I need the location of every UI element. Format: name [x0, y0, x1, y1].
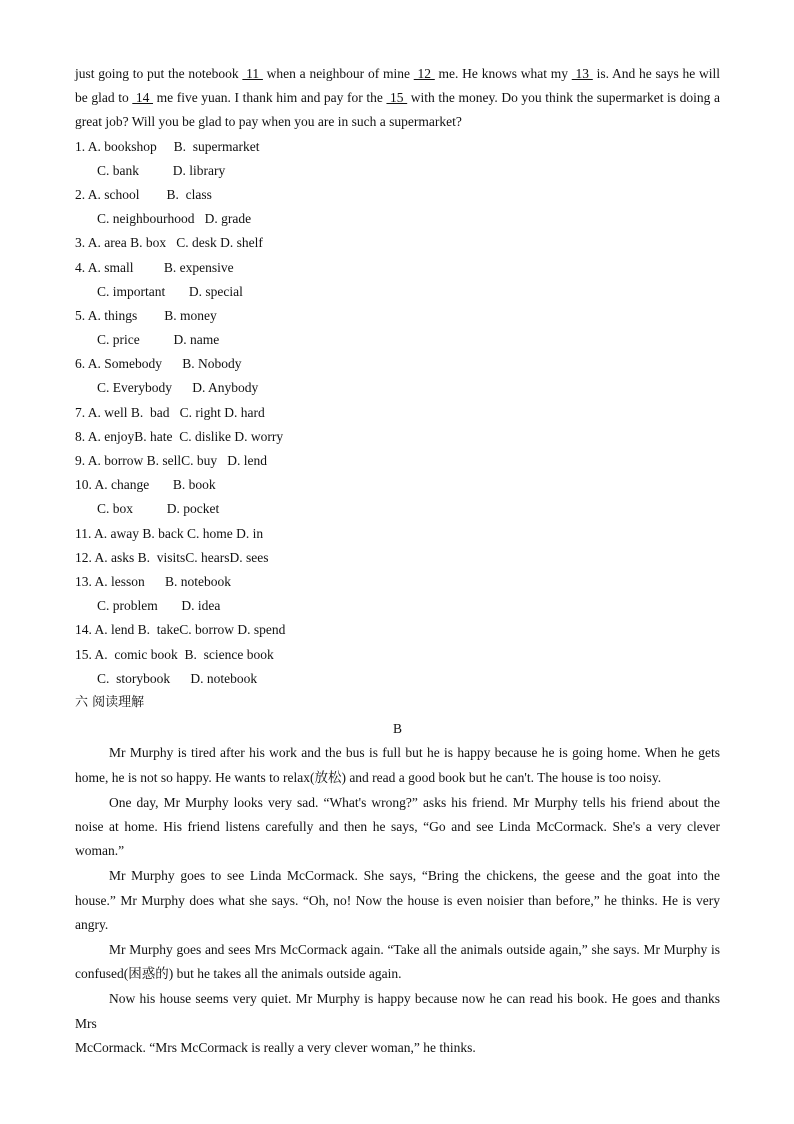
cloze-text: when a neighbour of mine — [262, 66, 414, 81]
option-line: 6. A. Somebody B. Nobody — [75, 356, 242, 372]
blank-13: 13 — [571, 66, 593, 81]
blank-15: 15 — [386, 90, 408, 106]
option-line: 7. A. well B. bad C. right D. hard — [75, 404, 265, 420]
option-line: 14. A. lend B. takeC. borrow D. spend — [75, 622, 286, 638]
option-line: C. bank D. library — [97, 162, 226, 178]
reading-passage — [75, 741, 720, 1060]
option-line: 3. A. area B. box C. desk D. shelf — [75, 235, 263, 251]
cloze-passage-tail — [75, 62, 720, 135]
option-line: C. box D. pocket — [97, 501, 220, 517]
option-line: 15. A. comic book B. science book — [75, 646, 274, 662]
cloze-text: me five yuan. I thank him and pay for the — [153, 90, 387, 106]
passage-letter: B — [392, 721, 402, 737]
cloze-text: just going to put the notebook — [75, 66, 243, 81]
story-paragraph: Mr Murphy goes and sees Mrs McCormack again. “Take all the animals outside again,” she says. Mr Murphy is confused(困惑的) but he takes all the animals outside again. — [75, 941, 720, 982]
option-line: 13. A. lesson B. notebook — [75, 573, 232, 589]
answer-options-list — [75, 135, 720, 691]
document-page — [75, 62, 720, 1060]
story-paragraph: Now his house seems very quiet. Mr Murphy is happy because now he can read his book. He goes and thanks Mrs — [75, 991, 720, 1031]
option-line: 1. A. bookshop B. supermarket — [75, 138, 260, 154]
section-title: 六 阅读理解 — [75, 694, 145, 710]
cloze-text: me. He knows what my — [434, 66, 572, 81]
blank-14: 14 — [132, 90, 154, 106]
option-line: 5. A. things B. money — [75, 307, 217, 323]
option-line: 2. A. school B. class — [75, 186, 212, 202]
story-paragraph: McCormack. “Mrs McCormack is really a very clever woman,” he thinks. — [75, 1039, 476, 1055]
cloze-text: with the money. Do you think the supermarket is doing a great job? Will you be glad to pay when you are in such a supermarket? — [75, 90, 721, 130]
option-line: 10. A. change B. book — [75, 477, 216, 493]
option-line: 8. A. enjoyB. hate C. dislike D. worry — [75, 428, 284, 444]
option-line: 12. A. asks B. visitsC. hearsD. sees — [75, 549, 269, 565]
story-paragraph: Mr Murphy is tired after his work and the bus is full but he is happy because he is going home. When he gets home, he is not so happy. He wants to relax(放松) and read a good book but he can't. The house is too noisy. — [75, 745, 720, 785]
story-paragraph: One day, Mr Murphy looks very sad. “What's wrong?” asks his friend. Mr Murphy tells his friend about the noise at home. His friend listens carefully and then he says, “Go and see Linda McCormack. She's a very clever woman.” — [75, 794, 720, 859]
option-line: 11. A. away B. back C. home D. in — [75, 525, 264, 541]
option-line: C. storybook D. notebook — [97, 670, 258, 686]
cloze-text: is. And he says he will be glad to — [75, 66, 721, 106]
option-line: 4. A. small B. expensive — [75, 259, 234, 275]
story-paragraph: Mr Murphy goes to see Linda McCormack. She says, “Bring the chickens, the geese and the goat into the house.” Mr Murphy does what she says. “Oh, no! Now the house is even noisier than before,” he thinks. He is very angry. — [75, 868, 720, 932]
option-line: C. important D. special — [97, 283, 243, 299]
option-line: C. problem D. idea — [97, 598, 221, 614]
blank-12: 12 — [413, 66, 435, 81]
blank-11: 11 — [242, 66, 263, 81]
option-line: C. price D. name — [97, 332, 220, 348]
option-line: C. neighbourhood D. grade — [97, 211, 252, 227]
option-line: 9. A. borrow B. sellC. buy D. lend — [75, 453, 267, 469]
option-line: C. Everybody D. Anybody — [97, 380, 259, 396]
